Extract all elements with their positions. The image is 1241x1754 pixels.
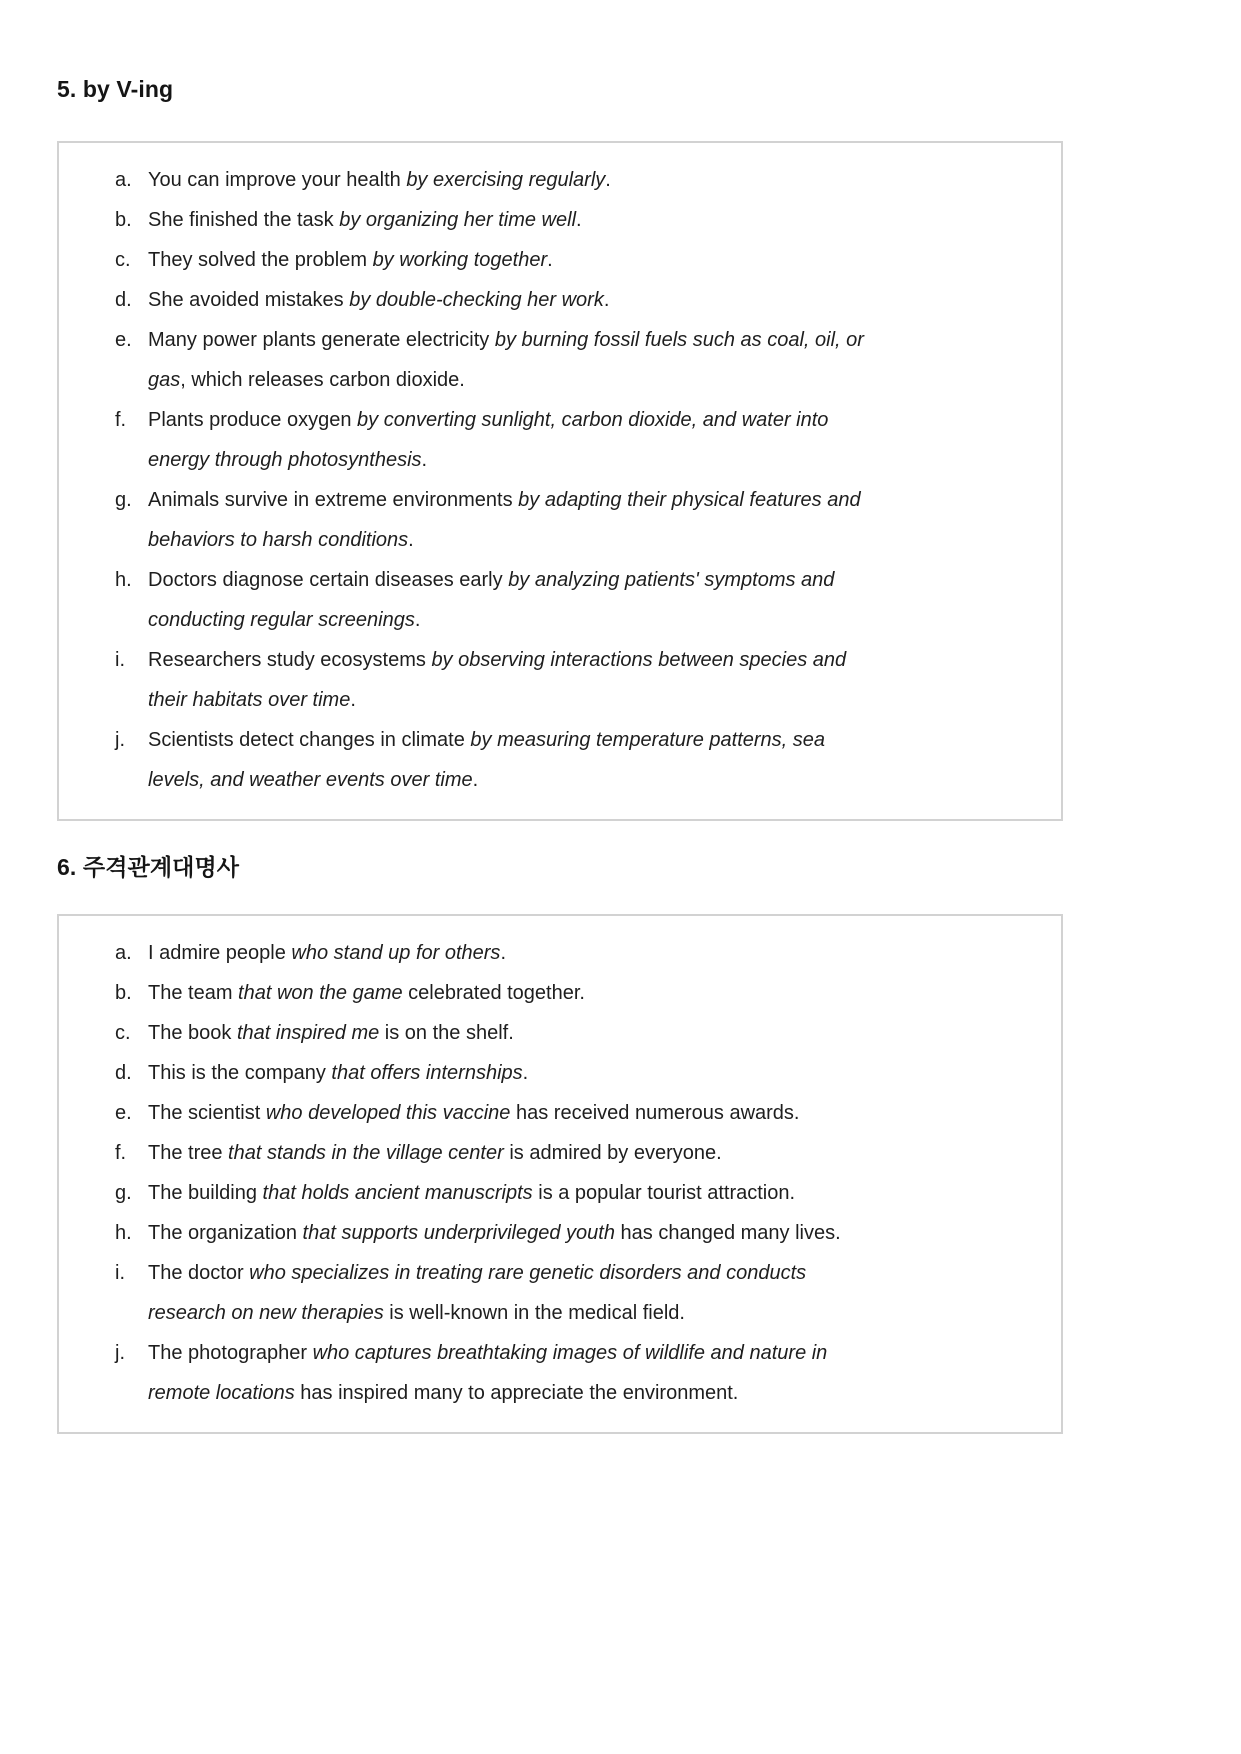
italic-text: by organizing her time well — [339, 209, 577, 231]
item-text — [148, 1262, 806, 1324]
item-text — [148, 1142, 722, 1164]
item-marker: g. — [115, 489, 132, 511]
item-text — [148, 249, 553, 271]
list-item — [115, 933, 1041, 973]
item-marker: e. — [115, 1102, 132, 1124]
italic-text: levels, and weather events over time — [148, 769, 473, 791]
regular-text: . — [522, 1062, 529, 1084]
list-item — [115, 240, 1041, 280]
regular-text: She finished the task — [148, 209, 340, 231]
list-item — [115, 200, 1041, 240]
list-item — [115, 160, 1041, 200]
regular-text: I admire people — [148, 942, 292, 964]
italic-text: by analyzing patients' symptoms and — [508, 569, 835, 591]
item-marker: a. — [115, 942, 132, 964]
regular-text: has inspired many to appreciate the environment. — [294, 1382, 739, 1404]
list-item — [115, 560, 1041, 640]
regular-text: Animals survive in extreme environments — [148, 489, 519, 511]
regular-text: is well-known in the medical field. — [383, 1302, 685, 1324]
list-item — [115, 400, 1041, 480]
list-item — [115, 973, 1041, 1013]
regular-text: You can improve your health — [148, 169, 407, 191]
section-heading-by-ving: 5. by V-ing — [57, 76, 174, 102]
italic-text: by exercising regularly — [406, 169, 606, 191]
item-text — [148, 169, 611, 191]
regular-text: has received numerous awards. — [510, 1102, 800, 1124]
list-item — [115, 1053, 1041, 1093]
list-item — [115, 1333, 1041, 1413]
item-marker: c. — [115, 1022, 131, 1044]
italic-text: by adapting their physical features and — [518, 489, 861, 511]
item-marker: b. — [115, 209, 132, 231]
italic-text: behaviors to harsh conditions — [148, 529, 409, 551]
item-text — [148, 1102, 799, 1124]
item-text — [148, 942, 506, 964]
regular-text: . — [421, 449, 428, 471]
item-text — [148, 409, 828, 471]
item-marker: h. — [115, 1222, 132, 1244]
list-item — [115, 320, 1041, 400]
regular-text: The photographer — [148, 1342, 313, 1364]
regular-text: . — [500, 942, 506, 964]
list-item — [115, 1013, 1041, 1053]
section-by-ving — [57, 76, 1241, 821]
italic-text: who specializes in treating rare genetic disorders and conducts — [249, 1262, 807, 1284]
item-marker: i. — [115, 1262, 125, 1284]
example-list-by-ving — [59, 160, 1041, 800]
italic-text: that supports underprivileged youth — [302, 1222, 615, 1244]
item-text — [148, 1062, 528, 1084]
italic-text: by measuring temperature patterns, sea — [470, 729, 826, 751]
regular-text: is on the shelf. — [379, 1022, 514, 1044]
example-list-subject-relative-pronoun — [59, 933, 1041, 1413]
regular-text: The building — [148, 1182, 263, 1204]
item-marker: e. — [115, 329, 132, 351]
regular-text: Doctors diagnose certain diseases early — [148, 569, 509, 591]
item-marker: d. — [115, 289, 132, 311]
item-marker: j. — [115, 1342, 125, 1364]
section-subject-relative-pronoun — [57, 854, 1241, 1434]
regular-text: . — [547, 249, 553, 271]
item-marker: h. — [115, 569, 132, 591]
list-item — [115, 480, 1041, 560]
item-text — [148, 1022, 514, 1044]
list-item — [115, 640, 1041, 720]
italic-text: that stands in the village center — [228, 1142, 504, 1164]
regular-text: They solved the problem — [148, 249, 373, 271]
italic-text: by burning fossil fuels such as coal, oil, or — [494, 329, 864, 351]
regular-text: . — [576, 209, 582, 231]
item-text — [148, 649, 846, 711]
regular-text: The organization — [148, 1222, 303, 1244]
list-item — [115, 1253, 1041, 1333]
italic-text: gas — [148, 369, 181, 391]
section-heading-subject-relative-pronoun: 6. 주격관계대명사 — [57, 854, 240, 880]
italic-text: energy through photosynthesis — [148, 449, 422, 471]
regular-text: Scientists detect changes in climate — [148, 729, 471, 751]
item-text — [148, 329, 864, 391]
item-text — [148, 569, 834, 631]
item-marker: g. — [115, 1182, 132, 1204]
regular-text: The doctor — [148, 1262, 250, 1284]
regular-text: This is the company — [148, 1062, 332, 1084]
item-marker: j. — [115, 729, 125, 751]
item-text — [148, 1222, 841, 1244]
example-box-by-ving — [57, 141, 1063, 821]
list-item — [115, 1213, 1041, 1253]
item-marker: f. — [115, 1142, 127, 1164]
regular-text: The team — [148, 982, 239, 1004]
example-box-subject-relative-pronoun — [57, 914, 1063, 1434]
regular-text: is admired by everyone. — [503, 1142, 722, 1164]
regular-text: The book — [148, 1022, 237, 1044]
item-text — [148, 209, 582, 231]
regular-text: , which releases carbon dioxide. — [180, 369, 465, 391]
italic-text: that inspired me — [236, 1022, 380, 1044]
regular-text: The tree — [148, 1142, 229, 1164]
item-marker: c. — [115, 249, 131, 271]
list-item — [115, 1133, 1041, 1173]
item-text — [148, 1342, 827, 1404]
list-item — [115, 280, 1041, 320]
italic-text: that holds ancient manuscripts — [262, 1182, 533, 1204]
italic-text: by working together — [372, 249, 548, 271]
regular-text: Plants produce oxygen — [148, 409, 358, 431]
regular-text: . — [605, 169, 611, 191]
italic-text: that won the game — [238, 982, 403, 1004]
italic-text: by double-checking her work — [349, 289, 604, 311]
italic-text: their habitats over time — [148, 689, 351, 711]
italic-text: research on new therapies — [148, 1302, 384, 1324]
item-text — [148, 289, 609, 311]
item-marker: f. — [115, 409, 127, 431]
regular-text: . — [350, 689, 356, 711]
item-text — [148, 489, 861, 551]
italic-text: that offers internships — [331, 1062, 523, 1084]
item-text — [148, 982, 585, 1004]
regular-text: . — [414, 609, 421, 631]
italic-text: by converting sunlight, carbon dioxide, and water into — [357, 409, 829, 431]
regular-text: is a popular tourist attraction. — [532, 1182, 796, 1204]
italic-text: by observing interactions between species and — [431, 649, 847, 671]
list-item — [115, 1173, 1041, 1213]
regular-text: . — [408, 529, 414, 551]
list-item — [115, 720, 1041, 800]
regular-text: The scientist — [148, 1102, 266, 1124]
item-text — [148, 729, 825, 791]
item-marker: a. — [115, 169, 132, 191]
item-marker: d. — [115, 1062, 132, 1084]
italic-text: who captures breathtaking images of wildlife and nature in — [312, 1342, 828, 1364]
regular-text: celebrated together. — [402, 982, 585, 1004]
list-item — [115, 1093, 1041, 1133]
item-marker: b. — [115, 982, 132, 1004]
regular-text: has changed many lives. — [614, 1222, 841, 1244]
item-marker: i. — [115, 649, 125, 671]
italic-text: conducting regular screenings — [148, 609, 415, 631]
regular-text: . — [603, 289, 610, 311]
regular-text: Many power plants generate electricity — [148, 329, 495, 351]
italic-text: remote locations — [148, 1382, 295, 1404]
italic-text: who stand up for others — [291, 942, 501, 964]
regular-text: She avoided mistakes — [148, 289, 350, 311]
item-text — [148, 1182, 795, 1204]
regular-text: . — [472, 769, 479, 791]
italic-text: who developed this vaccine — [265, 1102, 511, 1124]
regular-text: Researchers study ecosystems — [148, 649, 432, 671]
